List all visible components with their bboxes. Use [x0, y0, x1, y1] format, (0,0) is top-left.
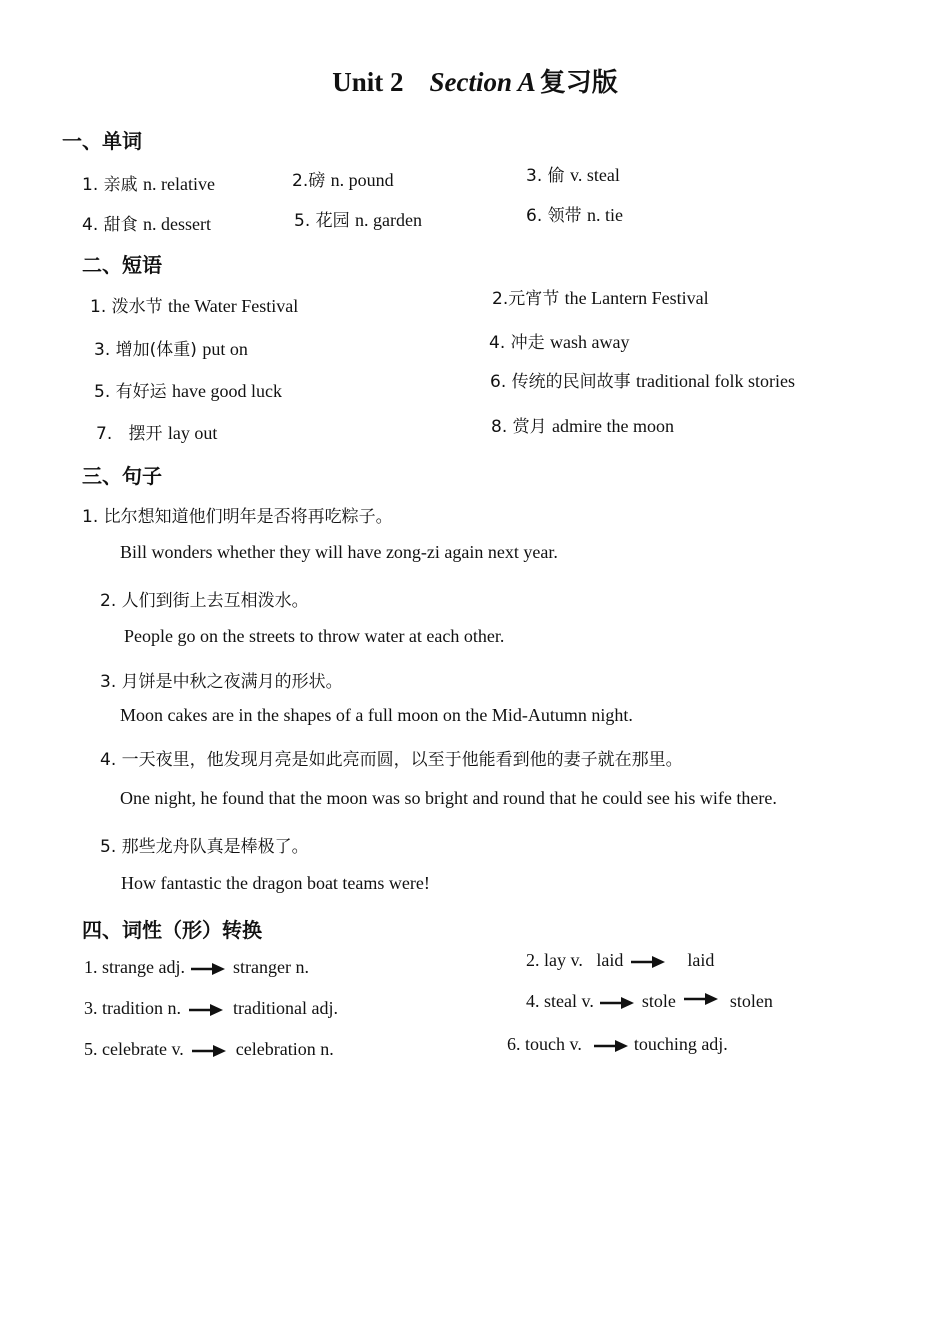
- page-title: [0, 62, 950, 99]
- sentence-en: Bill wonders whether they will have zong-zi again next year.: [120, 542, 558, 562]
- arrow-right-icon: [191, 963, 225, 975]
- sentence-cn: 5. 那些龙舟队真是棒极了。: [100, 837, 309, 857]
- sentence-en: Moon cakes are in the shapes of a full moon on the Mid-Autumn night.: [120, 705, 633, 725]
- arrow-right-icon: [189, 1004, 223, 1016]
- conversion-item: 5. celebrate v. celebration n.: [84, 1039, 334, 1059]
- title-unit: Unit 2: [332, 67, 404, 97]
- title-cn: 复习版: [539, 68, 618, 98]
- phrase-item: 4. 冲走 wash away: [489, 332, 630, 353]
- conversion-item: 6. touch v. touching adj.: [507, 1034, 728, 1054]
- sentence-en: People go on the streets to throw water at each other.: [124, 626, 505, 646]
- arrow-right-icon: [594, 1040, 628, 1052]
- vocab-item: 5. 花园 n. garden: [294, 210, 423, 231]
- phrase-item: 3. 增加(体重) put on: [94, 339, 248, 360]
- vocab-item: 3. 偷 v. steal: [526, 165, 620, 186]
- vocab-item: 6. 领带 n. tie: [526, 205, 624, 226]
- phrases-heading: 二、短语: [82, 253, 162, 277]
- phrase-item: 8. 赏月 admire the moon: [491, 416, 675, 437]
- conversion-item: 1. strange adj. stranger n.: [84, 957, 309, 977]
- sentence-cn: 3. 月饼是中秋之夜满月的形状。: [100, 672, 343, 692]
- arrow-right-icon: [192, 1045, 226, 1057]
- conversion-item: 3. tradition n. traditional adj.: [84, 998, 338, 1018]
- arrow-right-icon: [600, 997, 634, 1009]
- conversion-heading: 四、词性（形）转换: [82, 918, 262, 942]
- vocab-item: 4. 甜食 n. dessert: [82, 214, 212, 235]
- sentences-heading: 三、句子: [82, 464, 162, 488]
- sentence-en: One night, he found that the moon was so bright and round that he could see his wife there.: [120, 788, 777, 808]
- arrow-right-icon: [684, 993, 718, 1005]
- vocab-heading: 一、单词: [62, 129, 142, 153]
- arrow-right-icon: [631, 956, 665, 968]
- conversion-item: 4. steal v. stole stolen: [526, 991, 773, 1011]
- phrase-item: 1. 泼水节 the Water Festival: [90, 296, 299, 317]
- phrase-item: 6. 传统的民间故事 traditional folk stories: [490, 371, 796, 392]
- phrase-item: 5. 有好运 have good luck: [94, 381, 283, 402]
- sentence-en: How fantastic the dragon boat teams were!: [121, 873, 430, 893]
- vocab-item: 2.磅 n. pound: [292, 170, 394, 191]
- conversion-item: 2. lay v. laid laid: [526, 950, 715, 970]
- vocab-item: 1. 亲戚 n. relative: [82, 174, 216, 195]
- sentence-cn: 4. 一天夜里，他发现月亮是如此亮而圆，以至于他能看到他的妻子就在那里。: [100, 750, 683, 770]
- phrase-item: 2.元宵节 the Lantern Festival: [492, 288, 709, 309]
- phrase-item: 7. 摆开 lay out: [96, 423, 218, 444]
- sentence-cn: 1. 比尔想知道他们明年是否将再吃粽子。: [82, 507, 393, 527]
- sentence-cn: 2. 人们到街上去互相泼水。: [100, 591, 309, 611]
- title-section: Section A: [429, 67, 536, 97]
